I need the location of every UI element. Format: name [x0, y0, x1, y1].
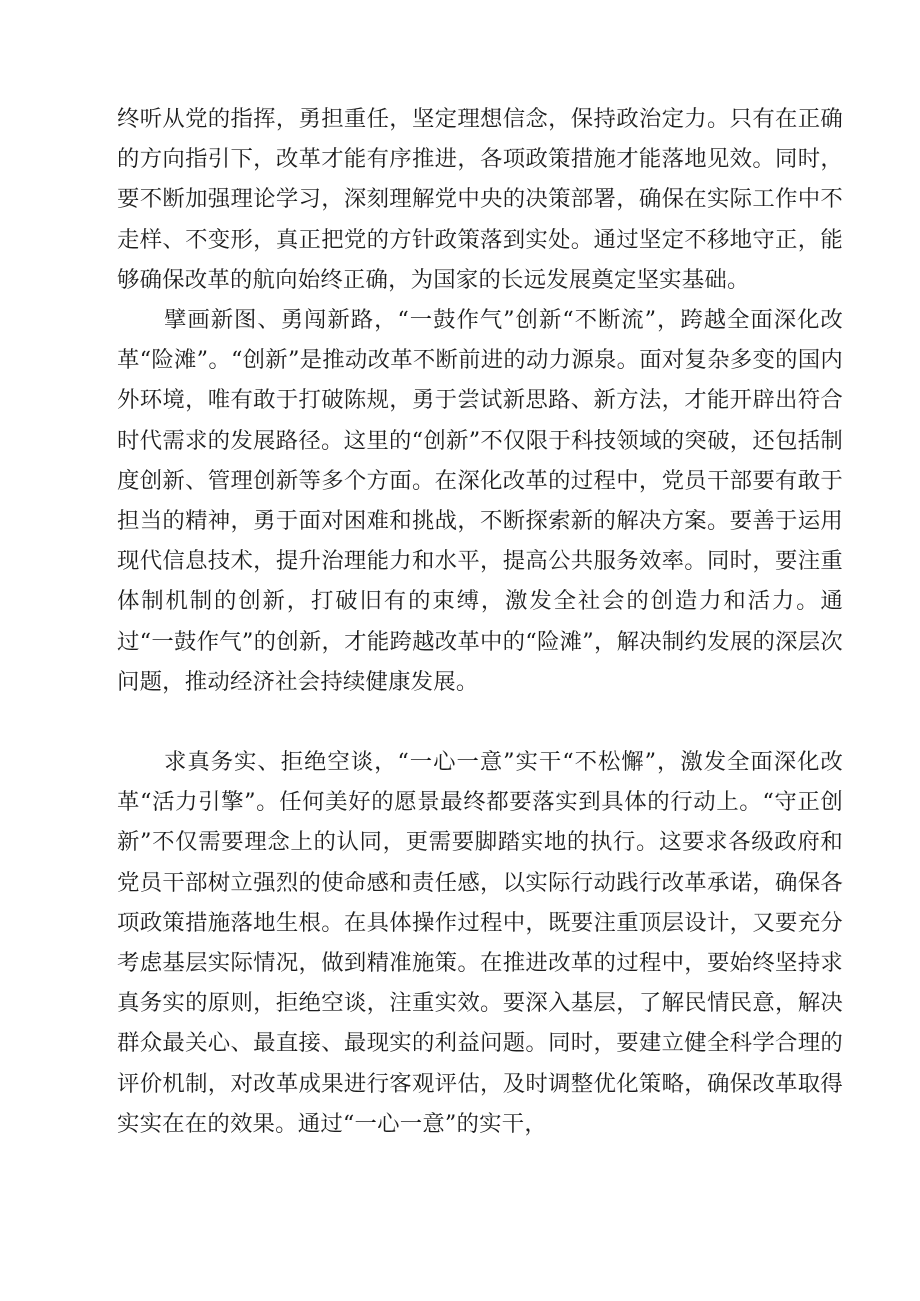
- paragraph-innovation: [117, 300, 843, 702]
- paragraph-pragmatism: [117, 742, 843, 1144]
- paragraph-text: 终听从党的指挥，勇担重任，坚定理想信念，保持政治定力。只有在正确的方向指引下，改革才能有序推进，各项政策措施才能落地见效。同时，要不断加强理论学习，深刻理解党中央的决策部署，确保在实际工作中不走样、不变形，真正把党的方针政策落到实处。通过坚定不移地守正，能够确保改革的航向始终正确，为国家的长远发展奠定坚实基础。: [117, 106, 843, 293]
- paragraph-text: 擘画新图、勇闯新路，“一鼓作气”创新“不断流”，跨越全面深化改革“险滩”。“创新”是推动改革不断前进的动力源泉。面对复杂多变的国内外环境，唯有敢于打破陈规，勇于尝试新思路、新方法，才能开辟出符合时代需求的发展路径。这里的“创新”不仅限于科技领域的突破，还包括制度创新、管理创新等多个方面。在深化改革的过程中，党员干部要有敢于担当的精神，勇于面对困难和挑战，不断探索新的解决方案。要善于运用现代信息技术，提升治理能力和水平，提高公共服务效率。同时，要注重体制机制的创新，打破旧有的束缚，激发全社会的创造力和活力。通过“一鼓作气”的创新，才能跨越改革中的“险滩”，解决制约发展的深层次问题，推动经济社会持续健康发展。: [117, 307, 843, 695]
- paragraph-text: 求真务实、拒绝空谈，“一心一意”实干“不松懈”，激发全面深化改革“活力引擎”。任何美好的愿景最终都要落实到具体的行动上。“守正创新”不仅需要理念上的认同，更需要脚踏实地的执行。这要求各级政府和党员干部树立强烈的使命感和责任感，以实际行动践行改革承诺，确保各项政策措施落地生根。在具体操作过程中，既要注重顶层设计，又要充分考虑基层实际情况，做到精准施策。在推进改革的过程中，要始终坚持求真务实的原则，拒绝空谈，注重实效。要深入基层，了解民情民意，解决群众最关心、最直接、最现实的利益问题。同时，要建立健全科学合理的评价机制，对改革成果进行客观评估，及时调整优化策略，确保改革取得实实在在的效果。通过“一心一意”的实干，: [117, 749, 843, 1137]
- paragraph-continuation: [117, 99, 843, 300]
